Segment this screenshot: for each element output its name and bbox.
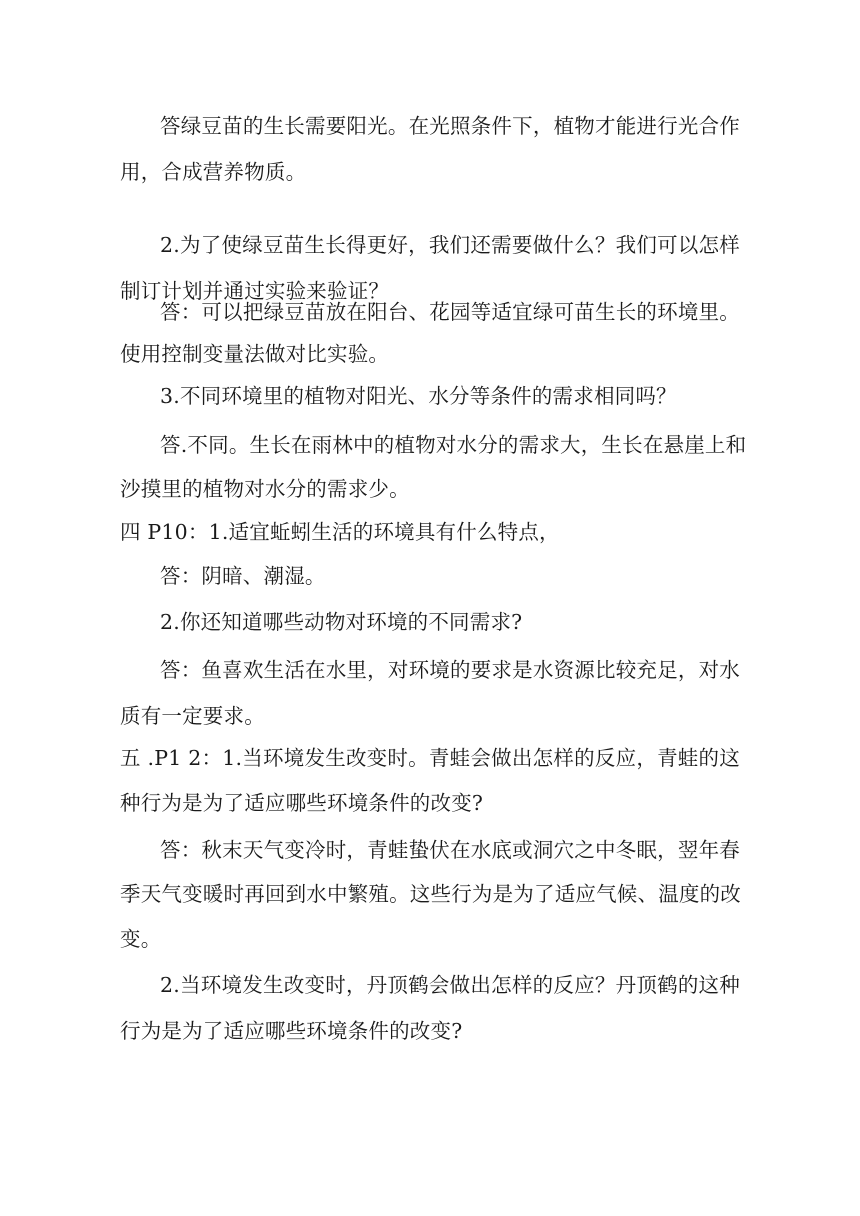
text-line: 2.你还知道哪些动物对环境的不同需求? [160,610,523,634]
text-line: 答：鱼喜欢生活在水里，对环境的要求是水资源比较充足，对水 [160,658,740,682]
text-line: 用，合成营养物质。 [120,160,307,184]
text-line: 质有一定要求。 [120,704,265,728]
text-line: 使用控制变量法做对比实验。 [120,342,390,366]
text-line: 行为是为了适应哪些环境条件的改变? [120,1019,463,1043]
text-line: 3.不同环境里的植物对阳光、水分等条件的需求相同吗？ [160,384,677,408]
text-line: 答：阴暗、潮湿。 [160,564,326,588]
text-line: 2.当环境发生改变时，丹顶鹤会做出怎样的反应？丹顶鹤的这种 [160,973,740,997]
text-line: 季天气变暖时再回到水中繁殖。这些行为是为了适应气候、温度的改 [120,882,741,906]
text-line: 答：秋末天气变冷时，青蛙蛰伏在水底或洞穴之中冬眠，翌年春 [160,838,740,862]
section-heading: 四 P10：1.适宜蚯蚓生活的环境具有什么特点， [120,520,560,544]
text-line: 沙摸里的植物对水分的需求少。 [120,477,410,501]
section-heading: 五 .P1 2：1.当环境发生改变时。青蛙会做出怎样的反应，青蛙的这 [120,746,740,770]
text-line: 种行为是为了适应哪些环境条件的改变? [120,791,484,815]
text-line: 变。 [120,927,162,951]
text-line: 2.为了使绿豆苗生长得更好，我们还需要做什么？我们可以怎样 [160,233,740,257]
text-line: 制订计划并通过实验来验证？ [120,279,390,303]
text-line: 答绿豆苗的生长需要阳光。在光照条件下，植物才能进行光合作 [160,114,740,138]
text-line: 答：可以把绿豆苗放在阳台、花园等适宜绿可苗生长的环境里。 [160,300,740,324]
text-line: 答.不同。生长在雨林中的植物对水分的需求大，生长在悬崖上和 [160,433,747,457]
